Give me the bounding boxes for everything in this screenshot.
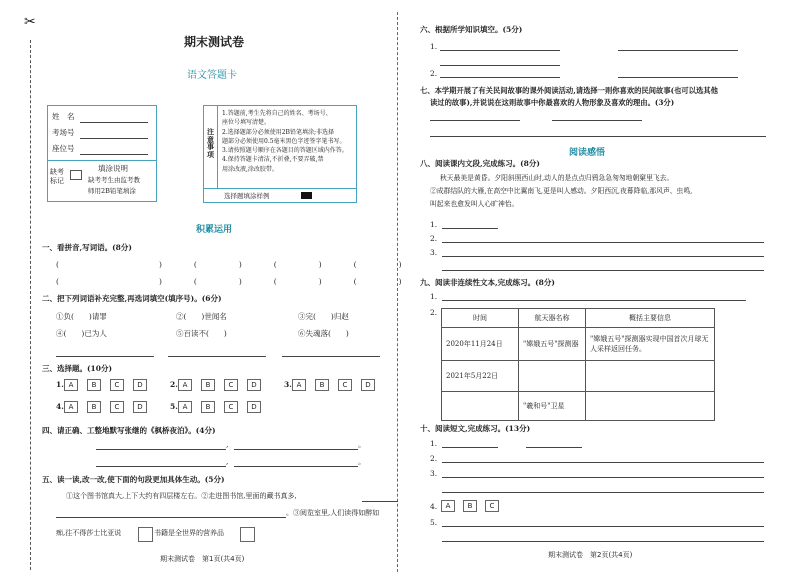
note-line: 座位号填写清楚。	[222, 119, 271, 127]
choice-box-d[interactable]: D	[133, 379, 147, 391]
pinyin-parens: ( ) ( ) ( ) ( )	[56, 277, 402, 286]
q7-line: 七、本学期开展了有关民间故事的课外阅读活动,请选择一则你喜欢的民间故事(也可以选其他	[420, 86, 718, 95]
q8-line[interactable]	[442, 256, 764, 257]
num-label: 2.	[430, 234, 438, 243]
table-cell: 2021年5月22日	[442, 361, 519, 392]
choice-box-c[interactable]: C	[338, 379, 352, 391]
q10-line[interactable]	[442, 541, 764, 542]
footer-left: 期末测试卷 第1页(共4页)	[160, 555, 245, 563]
table-header-row	[442, 309, 715, 328]
q6-title: 六、根据所学知识填空。(5分)	[420, 25, 523, 34]
q8-line[interactable]	[442, 228, 498, 229]
q2-item: ⑤百读不( )	[176, 329, 227, 338]
period-mark: 。	[358, 440, 366, 449]
poem-line[interactable]	[96, 449, 226, 450]
q10-line[interactable]	[442, 492, 764, 493]
q5-blank[interactable]	[362, 501, 398, 502]
choice-number: 5.	[170, 402, 178, 411]
q8-title: 八、阅读课内文段,完成练习。(8分)	[420, 159, 540, 168]
table-cell: "嫦娥五号"探测器实现中国首次月球无人采样返回任务。	[586, 328, 715, 361]
fill-instruction-title: 填涂说明	[98, 164, 128, 173]
spacecraft-table	[441, 308, 715, 421]
table-header-cell: 概括主要信息	[586, 309, 715, 328]
q10-choice-c[interactable]: C	[485, 500, 499, 512]
q2-title: 二、把下列词语补充完整,再选词填空(填序号)。(6分)	[42, 294, 222, 303]
num-label: 3.	[430, 248, 438, 257]
exam-room-field[interactable]	[80, 138, 148, 139]
answer-card-title: 语文答题卡	[187, 70, 237, 81]
q8-text: 叫起来也愈发叫人心旷神怡。	[430, 200, 519, 208]
missing-mark-box[interactable]	[70, 170, 82, 180]
choice-number: 2.	[170, 380, 178, 389]
notes-box	[203, 105, 357, 203]
q2-item: ②( )世闻名	[176, 312, 227, 321]
num-label: 2.	[430, 308, 438, 317]
section-reading-title: 阅读感悟	[569, 148, 606, 158]
q10-line[interactable]	[442, 477, 764, 478]
table-answer-cell[interactable]	[586, 392, 715, 421]
choice-box-c[interactable]: C	[110, 379, 124, 391]
q2-item: ⑥失魂落( )	[298, 329, 349, 338]
name-field[interactable]	[80, 122, 148, 123]
name-label: 姓 名	[52, 112, 75, 121]
q10-line[interactable]	[442, 526, 764, 527]
cut-line	[30, 40, 31, 570]
student-info-box	[47, 105, 157, 202]
q4-title: 四、请正确、工整地默写张继的《枫桥夜泊》。(4分)	[42, 426, 216, 435]
choice-number: 1.	[56, 380, 64, 389]
table-row	[442, 328, 715, 361]
choice-box-b[interactable]: B	[201, 379, 215, 391]
exam-room-label: 考场号	[52, 128, 75, 137]
poem-line[interactable]	[234, 466, 358, 467]
q5-title: 五、读一读,改一改,使下面的句段更加具体生动。(5分)	[42, 475, 225, 484]
table-header-cell: 时间	[442, 309, 519, 328]
missing-mark-label: 缺考标记	[50, 168, 64, 185]
q6-line[interactable]	[440, 65, 560, 66]
num-label: 3.	[430, 469, 438, 478]
q2-item: ④( )已为人	[56, 329, 107, 338]
pinyin-parens: ( ) ( ) ( ) ( )	[56, 260, 402, 269]
q6-line[interactable]	[618, 50, 738, 51]
choice-box-d[interactable]: D	[247, 401, 261, 413]
choice-number: 4.	[56, 402, 64, 411]
choice-box-b[interactable]: B	[315, 379, 329, 391]
note-line: 4.保持答题卡清洁,不折叠,不要弄破,禁	[222, 156, 324, 164]
fill-instruction-line: 缺考考生由监考教	[88, 176, 140, 184]
num-label: 2.	[430, 69, 438, 78]
exam-title: 期末测试卷	[184, 35, 245, 49]
q7-line[interactable]	[430, 120, 520, 121]
q5-text: 痴,往不得莎士比亚说	[56, 529, 122, 537]
table-answer-cell[interactable]	[586, 361, 715, 392]
choice-box-c[interactable]: C	[224, 379, 238, 391]
table-header-cell: 航天器名称	[519, 309, 586, 328]
q2-answer-line[interactable]	[56, 356, 154, 357]
notes-separator	[217, 106, 218, 188]
q5-text: 书籍是全世界的营养品	[154, 529, 224, 537]
q10-choice-a[interactable]: A	[441, 500, 455, 512]
sample-separator	[204, 188, 356, 189]
q2-answer-line[interactable]	[168, 356, 266, 357]
q1-title: 一、看拼音,写词语。(8分)	[42, 243, 132, 252]
q9-title: 九、阅读非连续性文本,完成练习。(8分)	[420, 278, 555, 287]
choice-box-b[interactable]: B	[201, 401, 215, 413]
q8-line[interactable]	[442, 242, 764, 243]
table-cell: "嫦娥五号"探测器	[519, 328, 586, 361]
q5-text: ①这个图书馆真大,上下大约有四层楼左右。②走进图书馆,里面的藏书真多,	[66, 492, 297, 500]
q5-text: 。③阅览室里,人们读得如醉如	[286, 509, 380, 517]
seat-field[interactable]	[80, 154, 148, 155]
choice-box-a[interactable]: A	[64, 401, 78, 413]
sample-label: 选择题填涂样例	[224, 191, 270, 200]
choice-box-a[interactable]: A	[64, 379, 78, 391]
choice-box-a[interactable]: A	[292, 379, 306, 391]
q10-choice-b[interactable]: B	[463, 500, 477, 512]
table-row	[442, 392, 715, 421]
table-cell: 2020年11月24日	[442, 328, 519, 361]
note-line: 2.选择题部分必须使用2B铅笔填涂;非选择	[222, 128, 334, 136]
note-line: 用涂改液,涂改胶带。	[222, 165, 278, 173]
choice-box-d[interactable]: D	[361, 379, 375, 391]
q5-blank[interactable]	[56, 517, 286, 518]
section-accumulation-title: 积累运用	[196, 225, 233, 235]
num-label: 1.	[430, 439, 438, 448]
choice-box-c[interactable]: C	[110, 401, 124, 413]
q8-line[interactable]	[442, 270, 764, 271]
seat-label: 座位号	[52, 144, 75, 153]
q6-line[interactable]	[440, 50, 560, 51]
footer-right: 期末测试卷 第2页(共4页)	[548, 551, 633, 559]
q2-item: ①负( )请罪	[56, 312, 107, 321]
q10-title: 十、阅读短文,完成练习。(13分)	[420, 424, 531, 433]
q2-item: ③完( )归赵	[298, 312, 349, 321]
poem-line[interactable]	[96, 466, 226, 467]
choice-number: 3.	[284, 380, 292, 389]
q8-text: 秋天最美是黄昏。夕阳斜照西山时,动人的是点点归鸦急急匆匆地朝窠里飞去。	[440, 174, 674, 182]
num-label: 4.	[430, 502, 438, 511]
note-line: 题部分必须使用0.5毫米黑色字迹签字笔书写。	[222, 137, 346, 145]
table-cell: "羲和号"卫星	[519, 392, 586, 421]
sample-filled-mark	[301, 192, 312, 199]
choice-box-d[interactable]: D	[133, 401, 147, 413]
num-label: 1.	[430, 42, 438, 51]
table-answer-cell[interactable]	[519, 361, 586, 392]
q8-text: ②成群结队的大雁,在高空中比翼南飞,更是叫人感动。夕阳西沉,夜幕降临,那风声、虫鸣,	[430, 187, 693, 195]
fill-instruction-line: 师用2B铅笔填涂	[88, 187, 136, 195]
num-label: 5.	[430, 518, 438, 527]
q5-box[interactable]	[240, 527, 255, 542]
q6-line[interactable]	[618, 77, 738, 78]
scissors-icon: ✂	[24, 14, 36, 30]
q5-box[interactable]	[138, 527, 153, 542]
q10-line[interactable]	[442, 462, 764, 463]
info-separator	[48, 160, 156, 161]
q10-line[interactable]	[526, 447, 582, 448]
q9-line[interactable]	[442, 300, 746, 301]
notes-lines	[222, 109, 348, 174]
comma-mark: ,	[226, 440, 229, 449]
choice-box-d[interactable]: D	[247, 379, 261, 391]
note-line: 1.答题前,考生先将自己的姓名、考场号、	[222, 110, 332, 117]
choice-box-b[interactable]: B	[87, 401, 101, 413]
q10-line[interactable]	[442, 447, 498, 448]
poem-line[interactable]	[234, 449, 358, 450]
page-divider	[397, 12, 398, 572]
q7-line[interactable]	[430, 136, 766, 137]
q3-title: 三、选择题。(10分)	[42, 364, 113, 373]
choice-box-a[interactable]: A	[178, 401, 192, 413]
q7-line[interactable]	[552, 120, 642, 121]
comma-mark: ,	[226, 457, 229, 466]
notes-label: 注意事项	[207, 127, 214, 160]
table-row	[442, 361, 715, 392]
choice-box-c[interactable]: C	[224, 401, 238, 413]
q7-line: 读过的故事),并说说在这则故事中你最喜欢的人物形象及喜欢的理由。(3分)	[430, 98, 675, 107]
q6-line[interactable]	[440, 77, 560, 78]
period-mark: 。	[358, 457, 366, 466]
choice-box-a[interactable]: A	[178, 379, 192, 391]
num-label: 1.	[430, 292, 438, 301]
choice-box-b[interactable]: B	[87, 379, 101, 391]
table-answer-cell[interactable]	[442, 392, 519, 421]
num-label: 2.	[430, 454, 438, 463]
num-label: 1.	[430, 220, 438, 229]
note-line: 3.请按照题号顺序在各题目的答题区域内作答。	[222, 147, 348, 155]
q2-answer-line[interactable]	[282, 356, 380, 357]
